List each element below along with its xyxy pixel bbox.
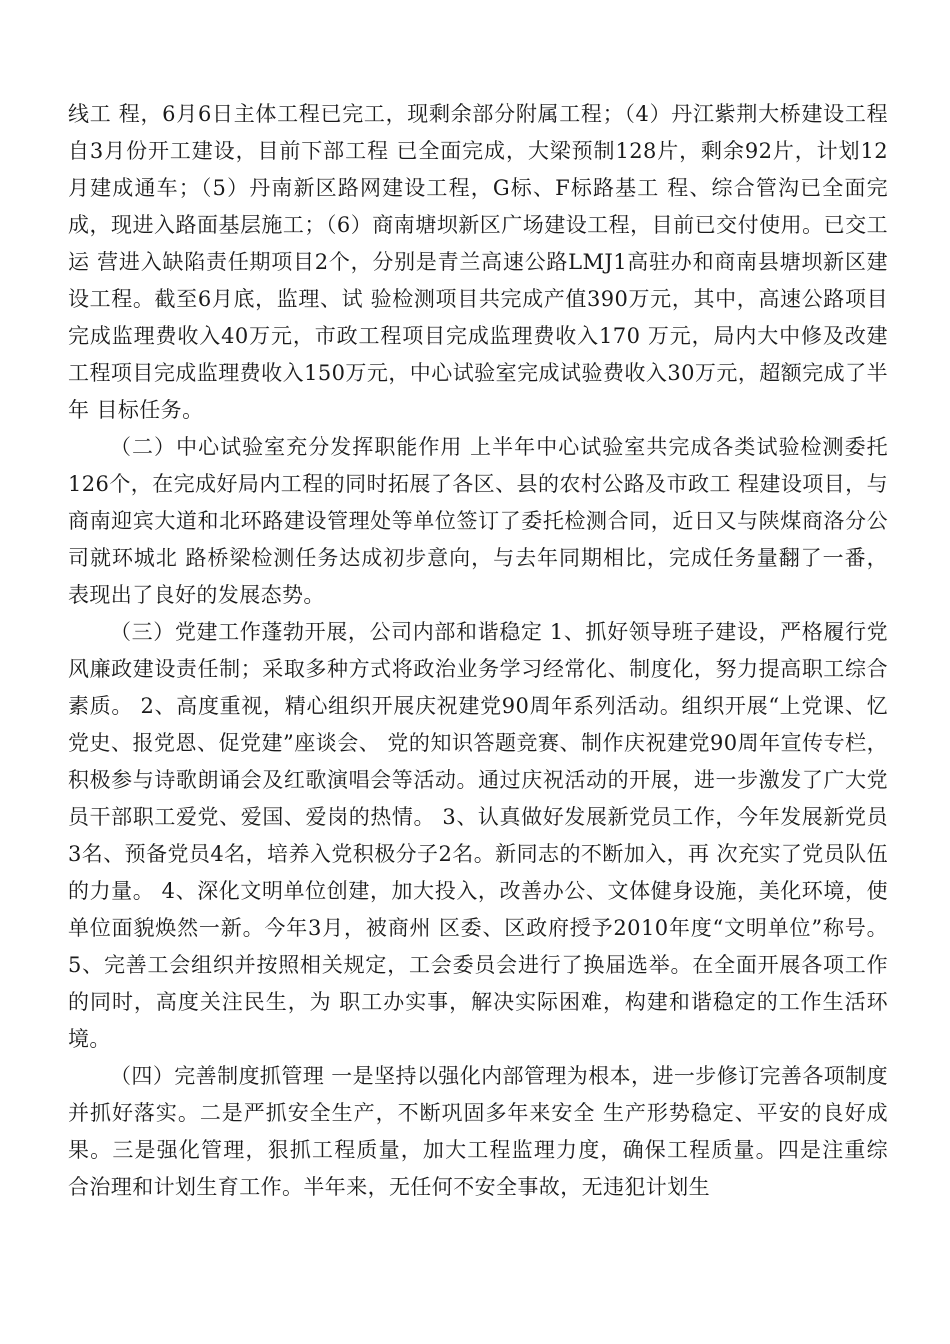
- paragraph-section-2: （二）中心试验室充分发挥职能作用 上半年中心试验室共完成各类试验检测委托126个，在完成好局内工程的同时拓展了各区、县的农村公路及市政工 程建设项目，与商南迎宾大道和北环路建设管理处等单位签订了委托检测合同，近日又与陕煤商洛分公司就环城北 路桥梁检测任务达成初步意向，与去年同期相比，完成任务量翻了一番，表现出了良好的发展态势。: [68, 435, 888, 607]
- paragraph-section-3: （三）党建工作蓬勃开展，公司内部和谐稳定 1、抓好领导班子建设，严格履行党风廉政建设责任制；采取多种方式将政治业务学习经常化、制度化，努力提高职工综合素质。 2、高度重视，精心组织开展庆祝建党90周年系列活动。组织开展“上党课、忆党史、报党恩、促党建”座谈会、 党的知识答题竞赛、制作庆祝建党90周年宣传专栏，积极参与诗歌朗诵会及红歌演唱会等活动。通过庆祝活动的开展，进一步激发了广大党员干部职工爱党、爱国、爱岗的热情。 3、认真做好发展新党员工作，今年发展新党员3名、预备党员4名，培养入党积极分子2名。新同志的不断加入，再 次充实了党员队伍的力量。 4、深化文明单位创建，加大投入，改善办公、文体健身设施，美化环境，使单位面貌焕然一新。今年3月，被商州 区委、区政府授予2010年度“文明单位”称号。 5、完善工会组织并按照相关规定，工会委员会进行了换届选举。在全面开展各项工作的同时，高度关注民生，为 职工办实事，解决实际困难，构建和谐稳定的工作生活环境。: [68, 620, 888, 1051]
- paragraph-section-4: （四）完善制度抓管理 一是坚持以强化内部管理为根本，进一步修订完善各项制度并抓好落实。二是严抓安全生产，不断巩固多年来安全 生产形势稳定、平安的良好成果。三是强化管理，狠抓工程质量，加大工程监理力度，确保工程质量。四是注重综 合治理和计划生育工作。半年来，无任何不安全事故，无违犯计划生: [68, 1064, 888, 1199]
- paragraph-continuation: 线工 程，6月6日主体工程已完工，现剩余部分附属工程；（4）丹江紫荆大桥建设工程自3月份开工建设，目前下部工程 已全面完成，大梁预制128片，剩余92片，计划12月建成通车；（5）丹南新区路网建设工程，G标、F标路基工 程、综合管沟已全面完成，现进入路面基层施工；（6）商南塘坝新区广场建设工程，目前已交付使用。已交工运 营进入缺陷责任期项目2个，分别是青兰高速公路LMJ1高驻办和商南县塘坝新区建设工程。截至6月底，监理、试 验检测项目共完成产值390万元，其中，高速公路项目完成监理费收入40万元，市政工程项目完成监理费收入170 万元，局内大中修及改建工程项目完成监理费收入150万元，中心试验室完成试验费收入30万元，超额完成了半年 目标任务。: [68, 102, 888, 422]
- document-body: [68, 96, 888, 1206]
